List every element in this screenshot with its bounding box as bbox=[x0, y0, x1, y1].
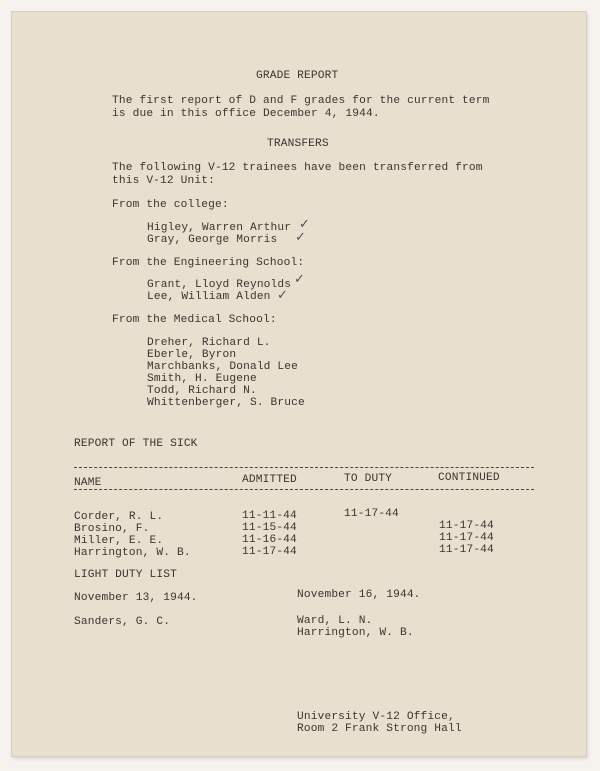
grade-report-line-1: The first report of D and F grades for the current term bbox=[112, 95, 490, 107]
transfer-name: Higley, Warren Arthur bbox=[147, 222, 292, 234]
column-header-continued: CONTINUED bbox=[438, 472, 500, 484]
transfer-name: Lee, William Alden bbox=[147, 291, 271, 303]
table-cell-name: Corder, R. L. bbox=[74, 511, 164, 523]
light-duty-name: Harrington, W. B. bbox=[297, 627, 414, 639]
table-top-rule bbox=[74, 467, 534, 468]
table-cell-continued: 11-17-44 bbox=[439, 544, 494, 556]
light-duty-heading: LIGHT DUTY LIST bbox=[74, 569, 177, 581]
checkmark-icon: ✓ bbox=[294, 272, 305, 287]
table-cell-admitted: 11-17-44 bbox=[242, 546, 297, 558]
checkmark-icon: ✓ bbox=[295, 230, 306, 245]
engineering-group-label: From the Engineering School: bbox=[112, 257, 305, 269]
transfer-name: Grant, Lloyd Reynolds bbox=[147, 279, 292, 291]
checkmark-icon: ✓ bbox=[277, 288, 288, 303]
table-cell-name: Miller, E. E. bbox=[74, 535, 164, 547]
column-header-to-duty: TO DUTY bbox=[344, 473, 393, 485]
transfer-name: Todd, Richard N. bbox=[147, 385, 257, 397]
grade-report-line-2: is due in this office December 4, 1944. bbox=[112, 108, 380, 120]
transfers-line-1: The following V-12 trainees have been transferred from bbox=[112, 162, 483, 174]
transfer-name: Dreher, Richard L. bbox=[147, 337, 271, 349]
grade-report-heading: GRADE REPORT bbox=[256, 70, 339, 82]
table-cell-admitted: 11-11-44 bbox=[242, 510, 297, 522]
transfers-heading: TRANSFERS bbox=[267, 138, 329, 150]
light-duty-name: Ward, L. N. bbox=[297, 615, 373, 627]
medical-group-label: From the Medical School: bbox=[112, 314, 277, 326]
table-cell-continued: 11-17-44 bbox=[439, 520, 494, 532]
transfer-name: Gray, George Morris bbox=[147, 234, 278, 246]
light-duty-left-date: November 13, 1944. bbox=[74, 592, 198, 604]
light-duty-right-date: November 16, 1944. bbox=[297, 589, 421, 601]
college-group-label: From the college: bbox=[112, 199, 229, 211]
transfer-name: Marchbanks, Donald Lee bbox=[147, 361, 298, 373]
column-header-admitted: ADMITTED bbox=[242, 474, 297, 486]
light-duty-name: Sanders, G. C. bbox=[74, 616, 171, 628]
table-cell-admitted: 11-16-44 bbox=[242, 534, 297, 546]
transfer-name: Whittenberger, S. Bruce bbox=[147, 397, 305, 409]
checkmark-icon: ✓ bbox=[299, 217, 310, 232]
table-cell-name: Harrington, W. B. bbox=[74, 547, 191, 559]
transfers-line-2: this V-12 Unit: bbox=[112, 175, 215, 187]
office-address-line-1: University V-12 Office, bbox=[297, 711, 455, 723]
table-cell-name: Brosino, F. bbox=[74, 523, 150, 535]
table-cell-admitted: 11-15-44 bbox=[242, 522, 297, 534]
transfer-name: Eberle, Byron bbox=[147, 349, 237, 361]
column-header-name: NAME bbox=[74, 477, 102, 489]
office-address-line-2: Room 2 Frank Strong Hall bbox=[297, 723, 462, 735]
table-cell-to-duty: 11-17-44 bbox=[344, 508, 399, 520]
transfer-name: Smith, H. Eugene bbox=[147, 373, 257, 385]
table-header-rule bbox=[74, 489, 534, 490]
table-cell-continued: 11-17-44 bbox=[439, 532, 494, 544]
document-page bbox=[12, 12, 586, 756]
sick-report-heading: REPORT OF THE SICK bbox=[74, 438, 198, 450]
